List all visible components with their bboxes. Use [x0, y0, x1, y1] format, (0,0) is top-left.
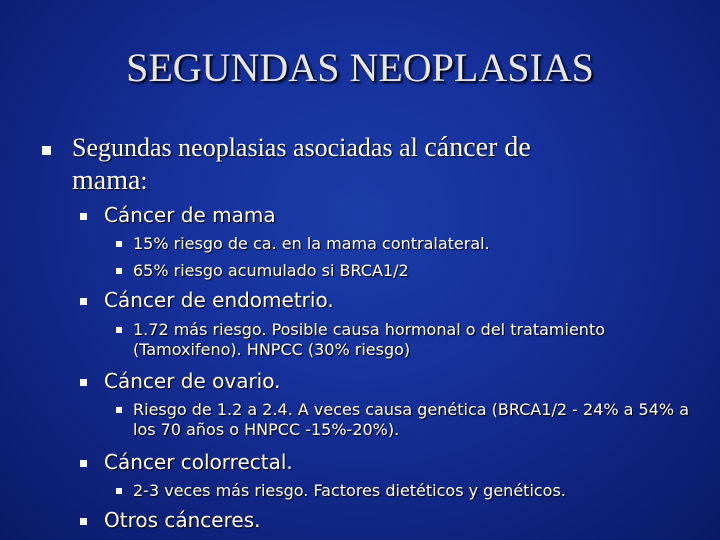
- bullet-square-icon: [116, 407, 122, 413]
- section-heading-colorrectal: Cáncer colorrectal.: [104, 450, 293, 474]
- bullet-square-icon: [80, 379, 87, 386]
- bullet-square-icon: [42, 146, 51, 155]
- bullet-square-icon: [80, 460, 87, 467]
- list-item: Riesgo de 1.2 a 2.4. A veces causa genética (BRCA1/2 - 24% a 54% a los 70 años o HNPCC -15%-20%).: [133, 400, 690, 439]
- slide-title: SEGUNDAS NEOPLASIAS: [126, 45, 594, 90]
- intro-part4: :: [140, 166, 148, 195]
- section-heading-otros: Otros cánceres.: [104, 508, 261, 532]
- intro-part1: Segundas neoplasias asociadas al: [72, 133, 425, 162]
- bullet-square-icon: [80, 298, 87, 305]
- section-heading-mama: Cáncer de mama: [104, 203, 276, 227]
- list-item: 15% riesgo de ca. en la mama contralateral.: [133, 234, 490, 253]
- bullet-square-icon: [116, 268, 122, 274]
- bullet-square-icon: [116, 241, 122, 247]
- intro-line: [72, 131, 672, 197]
- intro-part3: mama: [72, 165, 141, 196]
- section-heading-endometrio: Cáncer de endometrio.: [104, 288, 334, 312]
- bullet-square-icon: [80, 213, 87, 220]
- bullet-square-icon: [80, 518, 87, 525]
- bullet-square-icon: [116, 327, 122, 333]
- section-heading-ovario: Cáncer de ovario.: [104, 369, 281, 393]
- list-item: 65% riesgo acumulado si BRCA1/2: [133, 261, 409, 280]
- bullet-square-icon: [116, 488, 122, 494]
- list-item: 1.72 más riesgo. Posible causa hormonal o del tratamiento (Tamoxifeno). HNPCC (30% riesgo): [133, 320, 606, 359]
- intro-part2: cáncer de: [424, 132, 531, 163]
- list-item: 2-3 veces más riesgo. Factores dietéticos y genéticos.: [133, 481, 566, 500]
